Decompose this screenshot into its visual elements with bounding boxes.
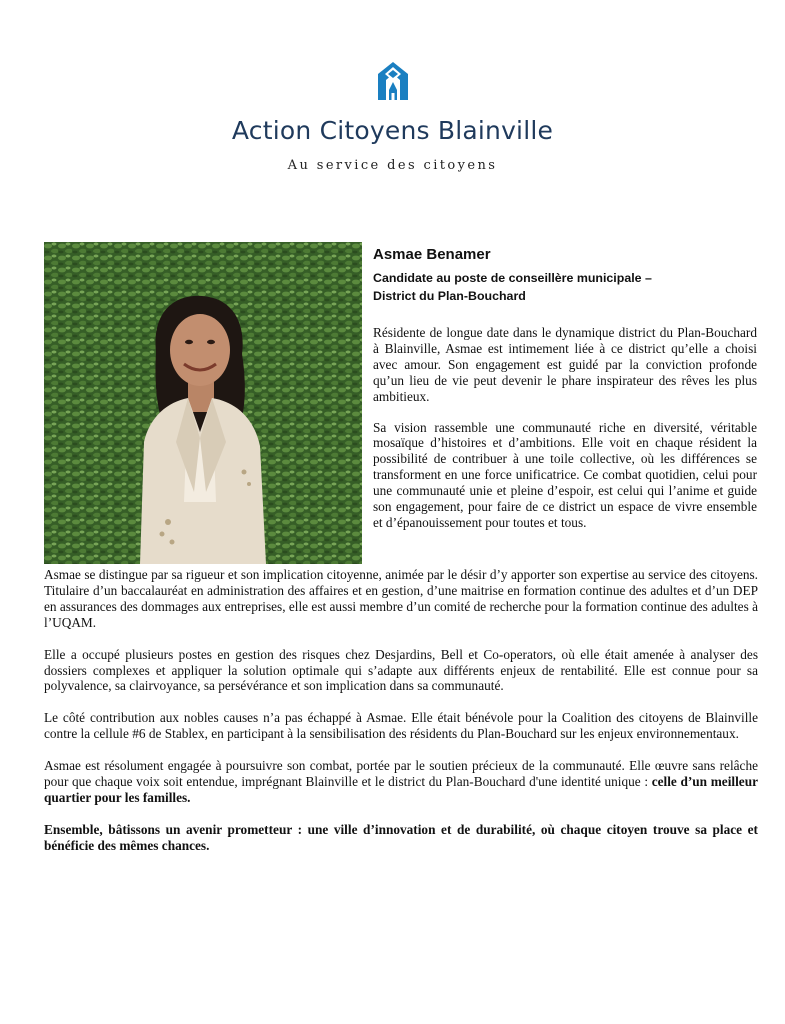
bio-paragraph-6-text: Asmae est résolument engagée à poursuivre son combat, portée par le soutien précieux de la communauté. Elle œuvre sans relâche pour que chaque voix soit entendue, imprégnant Blainville et le district du Plan-Bouchard d'une identité unique : — [44, 758, 758, 790]
organization-name: Action Citoyens Blainville — [231, 116, 554, 145]
bio-body — [44, 567, 758, 870]
house-a-logo-icon — [376, 60, 410, 102]
bio-paragraph-3: Asmae se distingue par sa rigueur et son implication citoyenne, animée par le désir d’y apporter son expertise au service des citoyens. Titulaire d’un baccalauréat en administration des affaires et en gestion, d’une maitrise en formation continue des adultes et d’un DEP en assurances des dommages aux entreprises, elle est aussi membre d’un comité de recherche pour la formation continue des adultes à l’UQAM. — [44, 567, 758, 630]
candidate-district: District du Plan-Bouchard — [373, 289, 526, 303]
closing-statement: Ensemble, bâtissons un avenir prometteur : une ville d’innovation et de durabilité, où chaque citoyen trouve sa place et bénéficie des mêmes chances. — [44, 821, 758, 853]
bio-paragraph-5: Le côté contribution aux nobles causes n’a pas échappé à Asmae. Elle était bénévole pour la Coalition des citoyens de Blainville contre la cellule #6 de Stablex, en participant à la sensibilisation des résidents du Plan-Bouchard sur les enjeux environnementaux. — [44, 710, 758, 742]
candidate-role-line1: Candidate au poste de conseillère municipale – — [373, 271, 652, 285]
bio-paragraph-6-emphasis: celle d’un meilleur quartier pour les familles. — [44, 774, 758, 805]
candidate-name: Asmae Benamer — [373, 246, 491, 263]
bio-paragraph-4: Elle a occupé plusieurs postes en gestion des risques chez Desjardins, Bell et Co-operators, où elle était amenée à analyser des dossiers complexes et appliquer la solution optimale qui s’adapte aux différents enjeux de rentabilité. Elle est connue pour sa polyvalence, sa clairvoyance, sa persévérance et son implication dans sa communauté. — [44, 646, 758, 694]
bio-paragraph-6 — [44, 758, 758, 806]
bio-paragraph-1: Résidente de longue date dans le dynamique district du Plan-Bouchard à Blainville, Asmae est intimement liée à ce district qu’elle a choisi avec amour. Son engagement est guidé par la conviction profonde qu’un lieu de vie peut devenir le phare inspirateur des rêves les plus ambitieux. — [373, 325, 757, 404]
candidate-intro — [373, 246, 757, 546]
bio-paragraph-2: Sa vision rassemble une communauté riche en diversité, véritable mosaïque d’histoires et d’ambitions. Elle voit en chaque résident la possibilité de contribuer à une toile collective, où les différences se transforment en une force unificatrice. Ce combat quotidien, celui pour une communauté unie et pleine d’espoir, est celui qui l’anime et guide son engagement, pour faire de ce district un espace de vivre ensemble et d’épanouissement pour toutes et tous. — [373, 419, 757, 530]
candidate-role — [373, 269, 757, 305]
candidate-portrait — [44, 242, 362, 564]
header-logo — [0, 60, 785, 173]
candidate-portrait-illustration — [44, 242, 362, 564]
organization-tagline: Au service des citoyens — [287, 158, 498, 173]
